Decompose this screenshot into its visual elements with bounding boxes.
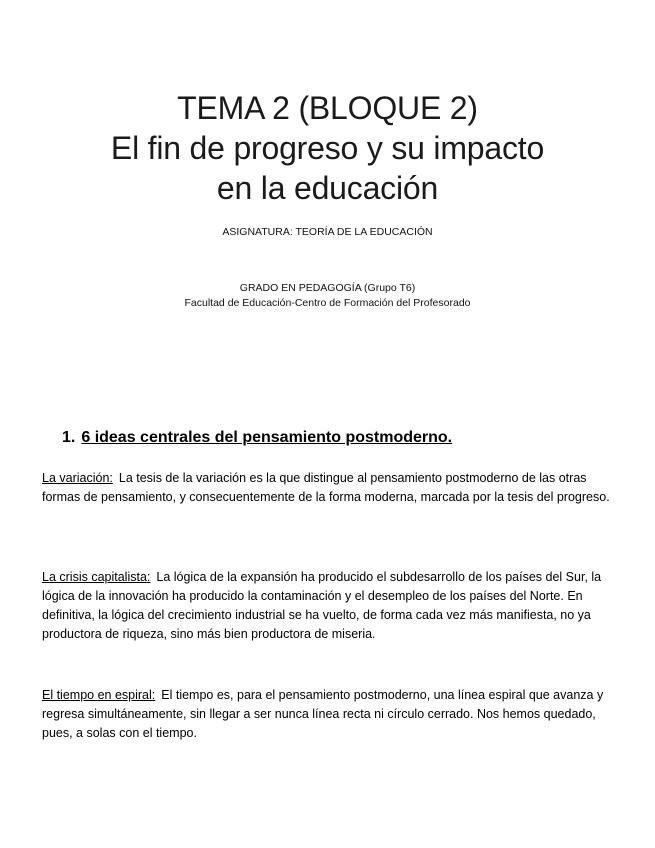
title-line-1: TEMA 2 (BLOQUE 2) xyxy=(177,90,478,126)
subject-label: ASIGNATURA: TEORÍA DE LA EDUCACIÓN xyxy=(222,226,433,238)
section-heading-text: 6 ideas centrales del pensamiento postmoderno. xyxy=(81,429,453,446)
grade-info xyxy=(0,281,655,311)
paragraph-text: El tiempo es, para el pensamiento postmoderno, una línea espiral que avanza y regresa simultáneamente, sin llegar a ser nunca línea recta ni círculo cerrado. Nos hemos quedado, pues, a solas con el tiempo. xyxy=(42,688,604,740)
paragraph-term: La crisis capitalista: xyxy=(42,570,151,584)
paragraph-term: El tiempo en espiral: xyxy=(42,688,156,702)
paragraph-tiempo-espiral xyxy=(42,686,612,743)
title-line-3: en la educación xyxy=(216,170,439,206)
section-number: 1. xyxy=(62,429,76,446)
paragraph-text: La tesis de la variación es la que distingue al pensamiento postmoderno de las otras formas de pensamiento, y consecuentemente de la forma moderna, marcada por la tesis del progreso. xyxy=(42,471,610,504)
title-line-2: El fin de progreso y su impacto xyxy=(110,130,545,166)
paragraph-text: La lógica de la expansión ha producido el subdesarrollo de los países del Sur, la lógica de la innovación ha producido la contaminación y el desempleo de los países del Norte. En definitiva, la lógica del crecimiento industrial se ha vuelto, de forma cada vez más manifiesta, no ya productora de riqueza, sino más bien productora de miseria. xyxy=(42,570,602,641)
paragraph-variacion xyxy=(42,469,612,507)
section-heading xyxy=(62,429,452,447)
faculty-line: Facultad de Educación-Centro de Formación del Profesorado xyxy=(184,297,471,309)
grade-line: GRADO EN PEDAGOGÍA (Grupo T6) xyxy=(239,282,416,294)
document-title xyxy=(0,88,655,208)
paragraph-crisis-capitalista xyxy=(42,568,612,644)
paragraph-term: La variación: xyxy=(42,471,113,485)
